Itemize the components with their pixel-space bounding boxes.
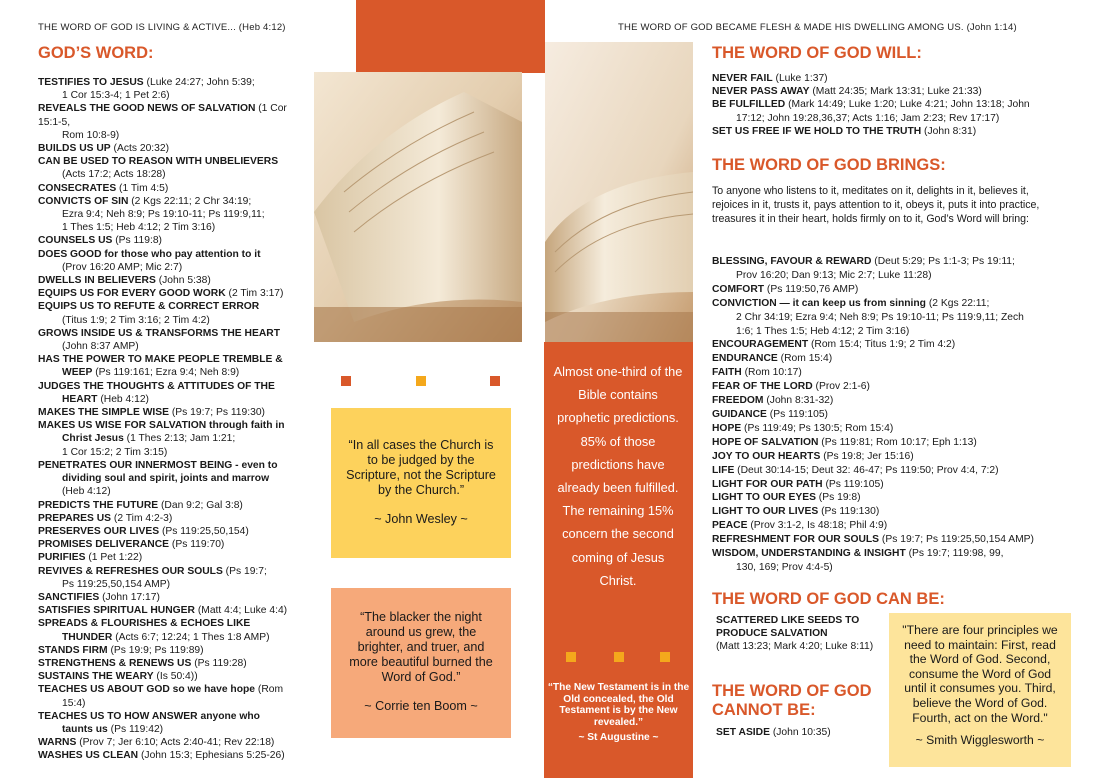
list-item-r: (Ps 119:70)	[169, 539, 225, 551]
list-item-c: 1 Cor 15:2; 2 Tim 3:15)	[62, 446, 168, 458]
list-item-r2: (Heb 4:12)	[97, 393, 149, 405]
word-cannot-be-heading: THE WORD OF GOD CANNOT BE:	[712, 682, 872, 719]
list-item-c2: 1 Thes 1:5; Heb 4:12; 2 Tim 3:16)	[62, 222, 216, 234]
list-item-t: TESTIFIES TO JESUS	[38, 77, 144, 88]
list-item	[712, 533, 1062, 547]
word-brings-intro: To anyone who listens to it, meditates on it, delights in it, believes it, rejoices in it, trusts it, pays attention to it, obeys it, puts it into practice, treasures it in their heart, holds firmly on to it, God’s Word will bring:	[712, 185, 1040, 226]
list-item-t: LIFE	[712, 464, 735, 476]
list-item-tc: HEART	[62, 393, 98, 405]
list-item-r: (Rom 15:4)	[777, 353, 833, 365]
list-item-r2: (Ps 119:161; Ezra 9:4; Neh 8:9)	[92, 367, 240, 379]
list-item-t: TEACHES US ABOUT GOD so we have hope	[38, 684, 256, 696]
list-item-t: CONVICTION — it can keep us from sinning	[712, 297, 926, 309]
list-item-t: BUILDS US UP	[38, 143, 111, 155]
list-item-t: LIGHT TO OUR EYES	[712, 492, 816, 504]
list-item-r: (Ps 119:49; Ps 130:5; Rom 15:4)	[741, 422, 894, 434]
list-item-r: (1 Pet 1:22)	[85, 552, 143, 564]
list-item-t: PURIFIES	[38, 552, 86, 564]
list-item	[712, 98, 1062, 124]
list-item	[38, 406, 308, 419]
list-item-r: (Matt 4:4; Luke 4:4)	[194, 605, 288, 617]
list-item-c: Prov 16:20; Dan 9:13; Mic 2:7; Luke 11:28)	[736, 269, 932, 281]
list-item-c: (Prov 16:20 AMP; Mic 2:7)	[62, 261, 183, 273]
list-item-r: (Ps 19:8)	[815, 492, 861, 504]
list-item-c2: 1:6; 1 Thes 1:5; Heb 4:12; 2 Tim 3:16)	[736, 325, 910, 337]
list-item-t: MAKES US WISE FOR SALVATION through faith in	[38, 420, 285, 432]
list-item	[712, 125, 1062, 138]
list-item-r: (Ps 19:7; 119:98, 99,	[905, 548, 1004, 560]
list-item	[38, 142, 308, 155]
list-item-r: (2 Kgs 22:11;	[925, 297, 990, 309]
quote-augustine-box	[547, 682, 690, 744]
list-item	[712, 519, 1062, 533]
list-item-r: (Ps 19:7;	[222, 565, 267, 577]
list-item-tc: WEEP	[62, 367, 93, 379]
list-item	[38, 459, 308, 499]
list-item-continuation	[38, 393, 308, 406]
list-item-r: (John 5:38)	[155, 275, 211, 287]
list-item-r: (Ps 119:105)	[822, 478, 884, 490]
list-item-t: PREPARES US	[38, 512, 112, 524]
list-item	[712, 478, 1062, 492]
list-item-t: PRESERVES OUR LIVES	[38, 525, 160, 537]
list-item-r: (Rom 15:4; Titus 1:9; 2 Tim 4:2)	[808, 339, 956, 351]
list-item	[38, 182, 308, 195]
list-item	[38, 512, 308, 525]
list-item	[38, 234, 308, 247]
orange-bar-top	[356, 0, 545, 73]
gods-word-list	[38, 76, 308, 763]
quote-augustine-author: ~ St Augustine ~	[578, 732, 659, 743]
list-item-r: (Prov 7; Jer 6:10; Acts 2:40-41; Rev 22:18)	[76, 737, 275, 749]
list-item-r: (Deut 30:14-15; Deut 32: 46-47; Ps 119:50; Prov 4:4, 7:2)	[734, 464, 999, 476]
list-item-t: REFRESHMENT FOR OUR SOULS	[712, 534, 880, 546]
list-item-continuation	[38, 631, 308, 644]
list-item-r: (Ps 119:105)	[766, 408, 828, 420]
list-item	[38, 683, 308, 709]
word-cannot-be-refs: (John 10:35)	[769, 727, 831, 738]
list-item	[712, 505, 1062, 519]
list-item	[38, 274, 308, 287]
list-item-r: (John 17:17)	[99, 591, 160, 603]
quote-wigglesworth-text: "There are four principles we need to maintain: First, read the Word of God. Second, consume the Word of God until it consumes you. Third, believe the Word of God. Fourth, act on the Word."	[902, 623, 1058, 725]
word-cannot-be-title: SET ASIDE	[716, 727, 770, 738]
list-item-r: (Rom 10:17)	[741, 367, 802, 379]
list-item	[712, 255, 1062, 283]
list-item-r: (Dan 9:2; Gal 3:8)	[158, 499, 243, 511]
list-item-t: ENDURANCE	[712, 353, 778, 365]
gods-word-heading: GOD’S WORD:	[38, 44, 154, 62]
list-item-t: STRENGTHENS & RENEWS US	[38, 657, 192, 669]
list-item	[38, 499, 308, 512]
list-item-r: (1 Cor 15:1-5,	[38, 103, 287, 128]
list-item	[38, 644, 308, 657]
list-item-r: (Ps 119:8)	[112, 235, 162, 247]
list-item-r: (Mark 14:49; Luke 1:20; Luke 4:21; John 13:18; John	[785, 99, 1030, 111]
list-item	[38, 76, 308, 102]
word-will-list	[712, 72, 1062, 138]
bible-left-image	[314, 72, 522, 342]
list-item	[38, 248, 308, 274]
list-item-tc: THUNDER	[62, 631, 113, 643]
quote-wesley-author: ~ John Wesley ~	[374, 512, 468, 526]
list-item-t: HOPE OF SALVATION	[712, 436, 819, 448]
word-brings-heading: THE WORD OF GOD BRINGS:	[712, 156, 946, 174]
list-item-r: (Luke 1:37)	[772, 73, 828, 84]
list-item-continuation	[38, 366, 308, 379]
list-item-t: COMFORT	[712, 283, 765, 295]
list-item	[38, 419, 308, 459]
list-item-r: (Ps 19:7; Ps 119:30)	[169, 407, 265, 419]
quote-wigglesworth-author: ~ Smith Wigglesworth ~	[915, 733, 1045, 748]
list-item-t: CONVICTS OF SIN	[38, 195, 129, 207]
list-item-c: (Heb 4:12)	[62, 486, 111, 498]
list-item-t: JUDGES THE THOUGHTS & ATTITUDES OF THE	[38, 380, 275, 392]
list-item-r2: (Ps 119:42)	[107, 723, 164, 735]
list-item-r: (Prov 3:1-2, Is 48:18; Phil 4:9)	[747, 520, 888, 532]
list-item	[38, 155, 308, 181]
list-item-t: PENETRATES OUR INNERMOST BEING - even to	[38, 459, 278, 471]
list-item-t: WISDOM, UNDERSTANDING & INSIGHT	[712, 548, 906, 560]
list-item-r: (John 8:31)	[921, 125, 977, 137]
list-item	[38, 604, 308, 617]
word-cannot-be-item	[716, 726, 831, 739]
list-item-t: GUIDANCE	[712, 408, 767, 420]
list-item-t: SET US FREE IF WE HOLD TO THE TRUTH	[712, 125, 922, 137]
quote-tenboom-author: ~ Corrie ten Boom ~	[364, 699, 478, 713]
list-item-c: 1 Cor 15:3-4; 1 Pet 2:6)	[62, 90, 170, 102]
list-item	[712, 72, 1062, 85]
quote-tenboom-box	[331, 588, 511, 738]
list-item	[38, 670, 308, 683]
decor-square	[416, 376, 426, 386]
word-can-be-title: SCATTERED LIKE SEEDS TO PRODUCE SALVATION	[716, 615, 860, 640]
list-item-r: (Ps 119:28)	[191, 657, 247, 669]
list-item	[38, 287, 308, 300]
list-item-c: Rom 10:8-9)	[62, 129, 120, 141]
list-item-r: (Matt 24:35; Mark 13:31; Luke 21:33)	[809, 86, 982, 98]
list-item-r: (Acts 20:32)	[110, 143, 170, 155]
list-item-t: DWELLS IN BELIEVERS	[38, 275, 156, 287]
list-item-c: Ps 119:25,50,154 AMP)	[62, 578, 170, 590]
list-item	[712, 464, 1062, 478]
bible-photo-right	[545, 42, 693, 342]
list-item-c: (Titus 1:9; 2 Tim 3:16; 2 Tim 4:2)	[62, 314, 210, 326]
list-item-r: (Rom	[255, 684, 284, 696]
list-item-r2: (1 Thes 2:13; Jam 1:21;	[123, 433, 236, 445]
bible-photo-left	[314, 72, 522, 342]
list-item-t: COUNSELS US	[38, 235, 113, 247]
list-item-r: (1 Tim 4:5)	[116, 182, 169, 194]
quote-wesley-box	[331, 408, 511, 558]
list-item-r: (Prov 2:1-6)	[812, 381, 870, 393]
list-item	[712, 450, 1062, 464]
prophecy-text: Almost one-third of the Bible contains prophetic predictions. 85% of those predictions have already been fulfilled. The remaining 15% concern the second coming of Jesus Christ.	[553, 364, 683, 588]
list-item	[712, 408, 1062, 422]
list-item-continuation	[38, 432, 308, 445]
list-item-t: FAITH	[712, 367, 742, 379]
quote-augustine-text: “The New Testament is in the Old concealed, the Old Testament is by the New revealed.”	[547, 682, 690, 728]
list-item	[712, 338, 1062, 352]
list-item	[712, 491, 1062, 505]
list-item-t: NEVER PASS AWAY	[712, 86, 810, 98]
list-item-t: HOPE	[712, 422, 742, 434]
decor-square	[566, 652, 576, 662]
list-item-t: DOES GOOD for those who pay attention to it	[38, 248, 261, 260]
decor-square	[614, 652, 624, 662]
list-item-t: JOY TO OUR HEARTS	[712, 450, 821, 462]
list-item-r: (Ps 19:8; Jer 15:16)	[820, 450, 914, 462]
list-item	[712, 422, 1062, 436]
list-item-t: FREEDOM	[712, 395, 764, 407]
right-header: THE WORD OF GOD BECAME FLESH & MADE HIS DWELLING AMONG US. (John 1:14)	[618, 22, 1017, 33]
list-item-r: (Ps 19:7; Ps 119:25,50,154 AMP)	[879, 534, 1034, 546]
list-item-t: PREDICTS THE FUTURE	[38, 499, 159, 511]
list-item-t: REVEALS THE GOOD NEWS OF SALVATION	[38, 103, 256, 115]
list-item	[712, 436, 1062, 450]
list-item-t: BLESSING, FAVOUR & REWARD	[712, 256, 872, 267]
list-item-r: (2 Tim 3:17)	[225, 288, 284, 300]
word-brings-list	[712, 255, 1062, 575]
list-item-continuation	[38, 723, 308, 736]
list-item	[38, 538, 308, 551]
list-item	[38, 565, 308, 591]
list-item-r: (Ps 119:50,76 AMP)	[764, 283, 859, 295]
quote-tenboom-text: “The blacker the night around us grew, the brighter, and truer, and more beautiful burned the Word of God.”	[349, 610, 493, 684]
list-item-t: CONSECRATES	[38, 182, 117, 194]
left-header: THE WORD OF GOD IS LIVING & ACTIVE... (Heb 4:12)	[38, 22, 286, 33]
word-can-be-heading: THE WORD OF GOD CAN BE:	[712, 590, 945, 608]
decor-square	[490, 376, 500, 386]
list-item-t: TEACHES US TO HOW ANSWER anyone who	[38, 710, 260, 722]
list-item	[712, 547, 1062, 575]
list-item	[712, 85, 1062, 98]
list-item-t: GROWS INSIDE US & TRANSFORMS THE HEART	[38, 327, 280, 339]
list-item-r: (Ps 119:81; Rom 10:17; Eph 1:13)	[818, 436, 977, 448]
word-can-be-refs: (Matt 13:23; Mark 4:20; Luke 8:11)	[716, 641, 874, 653]
list-item-r: (Deut 5:29; Ps 1:1-3; Ps 19:11;	[871, 256, 1015, 267]
list-item-r: (2 Tim 4:2-3)	[111, 512, 173, 524]
list-item-t: LIGHT TO OUR LIVES	[712, 506, 819, 518]
word-will-heading: THE WORD OF GOD WILL:	[712, 44, 922, 62]
list-item-r: (Is 50:4))	[153, 671, 198, 683]
list-item	[712, 366, 1062, 380]
list-item-c: (John 8:37 AMP)	[62, 341, 139, 353]
list-item	[38, 551, 308, 564]
list-item-t: ENCOURAGEMENT	[712, 339, 809, 351]
list-item	[38, 657, 308, 670]
list-item-t: PEACE	[712, 520, 748, 532]
list-item	[38, 617, 308, 643]
list-item-r: (John 15:3; Ephesians 5:25-26)	[138, 750, 285, 762]
list-item	[38, 591, 308, 604]
quote-wigglesworth-box	[889, 613, 1071, 767]
list-item	[712, 380, 1062, 394]
list-item-tc: dividing soul and spirit, joints and marrow	[62, 473, 270, 485]
list-item	[712, 297, 1062, 339]
list-item-t: LIGHT FOR OUR PATH	[712, 478, 823, 490]
list-item-t: NEVER FAIL	[712, 73, 773, 84]
list-item-t: PROMISES DELIVERANCE	[38, 539, 170, 551]
list-item	[712, 283, 1062, 297]
list-item-c: 130, 169; Prov 4:4-5)	[736, 561, 833, 573]
list-item	[38, 353, 308, 379]
list-item-t: HAS THE POWER TO MAKE PEOPLE TREMBLE &	[38, 354, 283, 366]
list-item	[38, 327, 308, 353]
list-item-t: SPREADS & FLOURISHES & ECHOES LIKE	[38, 618, 251, 630]
list-item	[712, 394, 1062, 408]
list-item	[38, 710, 308, 736]
list-item-r2: (Acts 6:7; 12:24; 1 Thes 1:8 AMP)	[112, 631, 270, 643]
word-can-be-item	[716, 614, 876, 654]
list-item-c: Ezra 9:4; Neh 8:9; Ps 19:10-11; Ps 119:9,11;	[62, 209, 265, 221]
list-item-continuation	[38, 472, 308, 485]
list-item-t: MAKES THE SIMPLE WISE	[38, 407, 170, 419]
list-item	[38, 749, 308, 762]
list-item-t: SUSTAINS THE WEARY	[38, 671, 154, 683]
list-item-t: FEAR OF THE LORD	[712, 381, 813, 393]
list-item-r: (Ps 19:9; Ps 119:89)	[107, 644, 204, 656]
list-item-t: BE FULFILLED	[712, 99, 786, 111]
decor-square	[660, 652, 670, 662]
list-item	[38, 736, 308, 749]
list-item-t: EQUIPS US TO REFUTE & CORRECT ERROR	[38, 301, 260, 313]
list-item-tc: taunts us	[62, 723, 108, 735]
list-item	[38, 195, 308, 235]
list-item-t: REVIVES & REFRESHES OUR SOULS	[38, 565, 223, 577]
list-item-t: WARNS	[38, 737, 77, 749]
bible-right-image	[545, 42, 693, 342]
list-item-c: (Acts 17:2; Acts 18:28)	[62, 169, 166, 181]
list-item-r: (John 8:31-32)	[763, 395, 834, 407]
list-item-r: (Luke 24:27; John 5:39;	[143, 77, 255, 88]
list-item-r: (Ps 119:25,50,154)	[159, 525, 249, 537]
list-item-c: 2 Chr 34:19; Ezra 9:4; Neh 8:9; Ps 19:10-11; Ps 119:9,11; Zech	[736, 311, 1024, 323]
list-item	[38, 525, 308, 538]
list-item-t: CAN BE USED TO REASON WITH UNBELIEVERS	[38, 156, 279, 168]
list-item-c: 17:12; John 19:28,36,37; Acts 1:16; Jam 2:23; Rev 17:17)	[736, 112, 1000, 124]
list-item-tc: Christ Jesus	[62, 433, 124, 445]
list-item-t: EQUIPS US FOR EVERY GOOD WORK	[38, 288, 226, 300]
list-item	[712, 352, 1062, 366]
list-item-t: SANCTIFIES	[38, 591, 100, 603]
decor-square	[341, 376, 351, 386]
quote-wesley-text: “In all cases the Church is to be judged by the Scripture, not the Scripture by the Church.”	[346, 438, 496, 497]
list-item-t: WASHES US CLEAN	[38, 750, 139, 762]
list-item-c: 15:4)	[62, 697, 86, 709]
list-item-t: SATISFIES SPIRITUAL HUNGER	[38, 605, 195, 617]
list-item-t: STANDS FIRM	[38, 644, 108, 656]
list-item	[38, 380, 308, 406]
list-item-r: (2 Kgs 22:11; 2 Chr 34:19;	[128, 195, 252, 207]
list-item	[38, 300, 308, 326]
list-item-r: (Ps 119:130)	[818, 506, 880, 518]
list-item	[38, 102, 308, 142]
